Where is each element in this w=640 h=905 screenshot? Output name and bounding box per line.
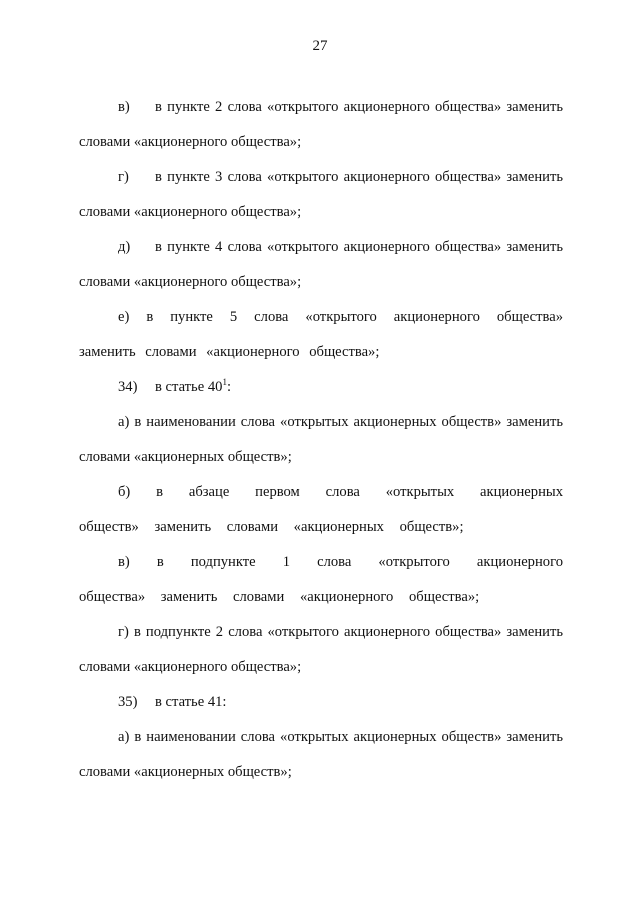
paragraph-34-article-40-1: [79, 370, 563, 405]
paragraph-e-item-5: [79, 300, 563, 370]
paragraph-text: е) в пункте 5 слова «открытого акционерного общества» заменить словами «акционерного общества»;: [79, 309, 563, 360]
paragraph-text: в пункте 3 слова «открытого акционерного общества» заменить словами «акционерного общества»;: [79, 169, 563, 220]
paragraph-b-first-paragraph: [79, 475, 563, 545]
paragraph-text: г) в подпункте 2 слова «открытого акционерного общества» заменить словами «акционерного общества»;: [79, 624, 563, 675]
paragraph-a-title: [79, 405, 563, 475]
paragraph-g-subitem-2: [79, 615, 563, 685]
paragraph-marker: 34): [118, 379, 138, 395]
document-body: [79, 90, 563, 790]
paragraph-v-item-2: [79, 90, 563, 160]
page-number: 27: [312, 38, 328, 54]
paragraph-marker: д): [118, 239, 131, 255]
paragraph-text: в пункте 2 слова «открытого акционерного общества» заменить словами «акционерного общества»;: [79, 99, 563, 150]
paragraph-suffix: :: [226, 379, 231, 395]
paragraph-text: в статье 41:: [155, 694, 227, 710]
paragraph-a-title-article-41: [79, 720, 563, 790]
paragraph-text: б) в абзаце первом слова «открытых акционерных обществ» заменить словами «акционерных обществ»;: [79, 484, 563, 535]
paragraph-v-subitem-1: [79, 545, 563, 615]
paragraph-text: а) в наименовании слова «открытых акционерных обществ» заменить словами «акционерных обществ»;: [79, 414, 563, 465]
paragraph-text: а) в наименовании слова «открытых акционерных обществ» заменить словами «акционерных обществ»;: [79, 729, 563, 780]
paragraph-text: в статье 40: [155, 379, 223, 395]
paragraph-marker: в): [118, 99, 130, 115]
superscript: 1: [222, 377, 227, 387]
paragraph-d-item-4: [79, 230, 563, 300]
paragraph-text: в) в подпункте 1 слова «открытого акционерного общества» заменить словами «акционерного общества»;: [79, 554, 563, 605]
paragraph-marker: 35): [118, 694, 138, 710]
paragraph-g-item-3: [79, 160, 563, 230]
paragraph-35-article-41: [79, 685, 563, 720]
paragraph-marker: г): [118, 169, 129, 185]
paragraph-text: в пункте 4 слова «открытого акционерного общества» заменить словами «акционерного общества»;: [79, 239, 563, 290]
